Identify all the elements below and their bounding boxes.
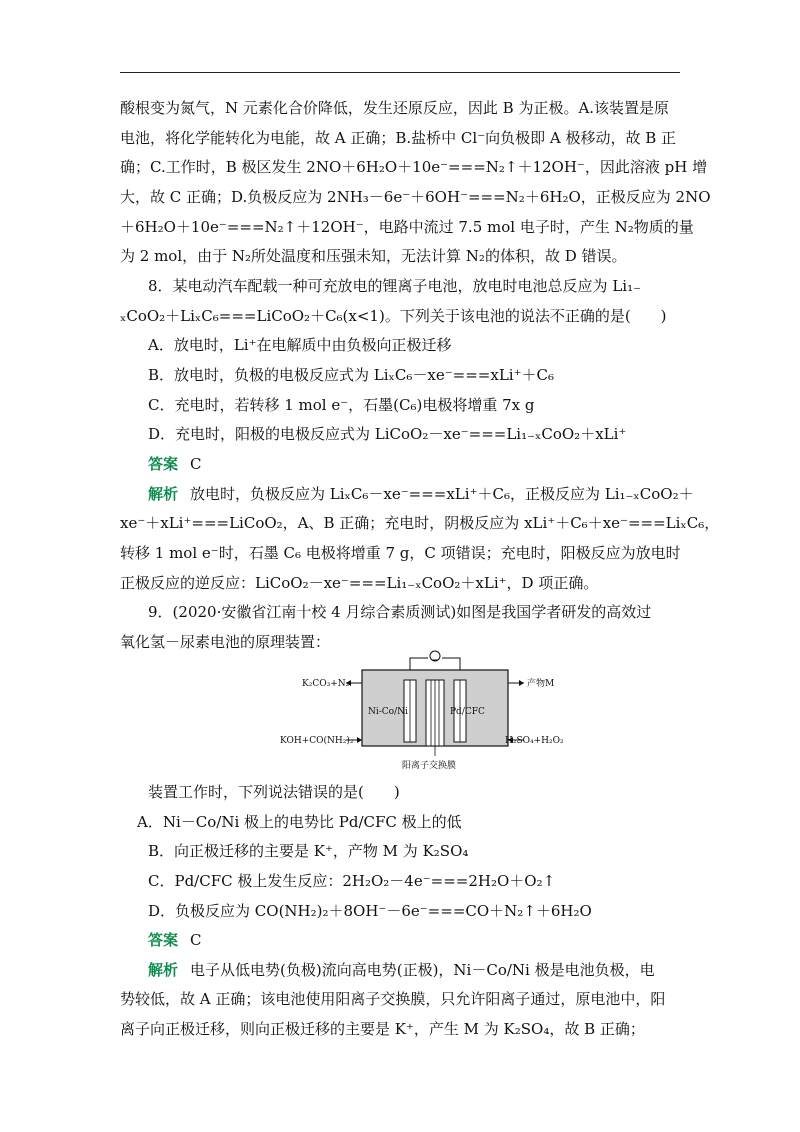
battery-diagram bbox=[280, 650, 570, 772]
text-line: 大，故 C 正确；D.负极反应为 2NH₃－6e⁻＋6OH⁻===N₂＋6H₂O，正极反应为 2NO bbox=[120, 188, 711, 206]
analysis-label: 解析 bbox=[148, 961, 179, 979]
analysis-row bbox=[148, 484, 694, 504]
answer-value: C bbox=[190, 931, 202, 949]
analysis-text: 电子从低电势(负极)流向高电势(正极)，Ni－Co/Ni 极是电池负极，电 bbox=[190, 961, 655, 979]
text-line: xe⁻＋xLi⁺===LiCoO₂，A、B 正确；充电时，阴极反应为 xLi⁺＋C₆＋xe⁻===LiₓC₆， bbox=[120, 514, 720, 532]
text-line: 确；C.工作时，B 极区发生 2NO＋6H₂O＋10e⁻===N₂↑＋12OH⁻，因此溶液 pH 增 bbox=[120, 158, 708, 176]
question-8-stem-cont: ₓCoO₂＋LiₓC₆===LiCoO₂＋C₆(x<1)。下列关于该电池的说法不正确的是( ) bbox=[120, 307, 667, 325]
label-membrane: 阳离子交换膜 bbox=[402, 761, 457, 771]
label-h2so4-h2o2: H₂SO₄+H₂O₂ bbox=[505, 736, 564, 746]
text-line: 转移 1 mol e⁻时，石墨 C₆ 电极将增重 7 g，C 项错误；充电时，阳极反应为放电时 bbox=[120, 544, 681, 562]
text-line: 电池，将化学能转化为电能，故 A 正确；B.盐桥中 Cl⁻向负极即 A 极移动，故 B 正 bbox=[120, 129, 677, 147]
text-line: 正极反应的逆反应：LiCoO₂－xe⁻===Li₁₋ₓCoO₂＋xLi⁺，D 项正确。 bbox=[120, 574, 599, 592]
label-ni-co-ni: Ni-Co/Ni bbox=[368, 707, 408, 717]
question-8-stem: 8．某电动汽车配载一种可充放电的锂离子电池，放电时电池总反应为 Li₁₋ bbox=[148, 277, 642, 295]
answer-value: C bbox=[190, 455, 202, 473]
answer-row bbox=[148, 454, 682, 474]
text-line: 酸根变为氮气，N 元素化合价降低，发生还原反应，因此 B 为正极。A.该装置是原 bbox=[120, 99, 670, 117]
question-9-stem: 9．(2020·安徽省江南十校 4 月综合素质测试)如图是我国学者研发的高效过 bbox=[148, 603, 652, 621]
option-a: A．放电时，Li⁺在电解质中由负极向正极迁移 bbox=[148, 336, 452, 354]
label-koh-urea: KOH+CO(NH₂)₂ bbox=[280, 736, 354, 746]
answer-label: 答案 bbox=[148, 931, 179, 949]
label-k2co3-n2: K₂CO₃+N₂ bbox=[302, 679, 350, 689]
label-product-m: 产物M bbox=[527, 679, 555, 689]
answer-row bbox=[148, 930, 682, 950]
question-9-prompt: 装置工作时，下列说法错误的是( ) bbox=[148, 783, 400, 801]
option-c: C．Pd/CFC 极上发生反应：2H₂O₂－4e⁻===2H₂O＋O₂↑ bbox=[148, 872, 556, 890]
label-pd-cfc: Pd/CFC bbox=[450, 707, 485, 717]
option-b: B．向正极迁移的主要是 K⁺，产物 M 为 K₂SO₄ bbox=[148, 842, 469, 860]
option-d: D．充电时，阳极的电极反应式为 LiCoO₂－xe⁻===Li₁₋ₓCoO₂＋xLi⁺ bbox=[148, 425, 627, 443]
text-line: 离子向正极迁移，则向正极迁移的主要是 K⁺，产生 M 为 K₂SO₄，故 B 正确； bbox=[120, 1020, 645, 1038]
analysis-text: 放电时，负极反应为 LiₓC₆－xe⁻===xLi⁺＋C₆，正极反应为 Li₁₋ₓCoO₂＋ bbox=[190, 485, 694, 503]
text-line: 势较低，故 A 正确；该电池使用阳离子交换膜，只允许阳离子通过，原电池中，阳 bbox=[120, 990, 666, 1008]
answer-label: 答案 bbox=[148, 455, 179, 473]
battery-diagram-svg bbox=[280, 650, 570, 772]
question-9-stem-cont: 氧化氢－尿素电池的原理装置： bbox=[120, 633, 331, 651]
text-line: 为 2 mol，由于 N₂所处温度和压强未知，无法计算 N₂的体积，故 D 错误。 bbox=[120, 247, 627, 265]
analysis-label: 解析 bbox=[148, 485, 179, 503]
analysis-row bbox=[148, 960, 682, 980]
option-a: A．Ni－Co/Ni 极上的电势比 Pd/CFC 极上的低 bbox=[137, 813, 462, 831]
option-b: B．放电时，负极的电极反应式为 LiₓC₆－xe⁻===xLi⁺＋C₆ bbox=[148, 366, 554, 384]
header-rule bbox=[120, 72, 680, 73]
option-c: C．充电时，若转移 1 mol e⁻，石墨(C₆)电极将增重 7x g bbox=[148, 396, 535, 414]
option-d: D．负极反应为 CO(NH₂)₂＋8OH⁻－6e⁻===CO＋N₂↑＋6H₂O bbox=[148, 902, 592, 920]
text-line: ＋6H₂O＋10e⁻===N₂↑＋12OH⁻，电路中流过 7.5 mol 电子时，产生 N₂物质的量 bbox=[120, 218, 694, 236]
